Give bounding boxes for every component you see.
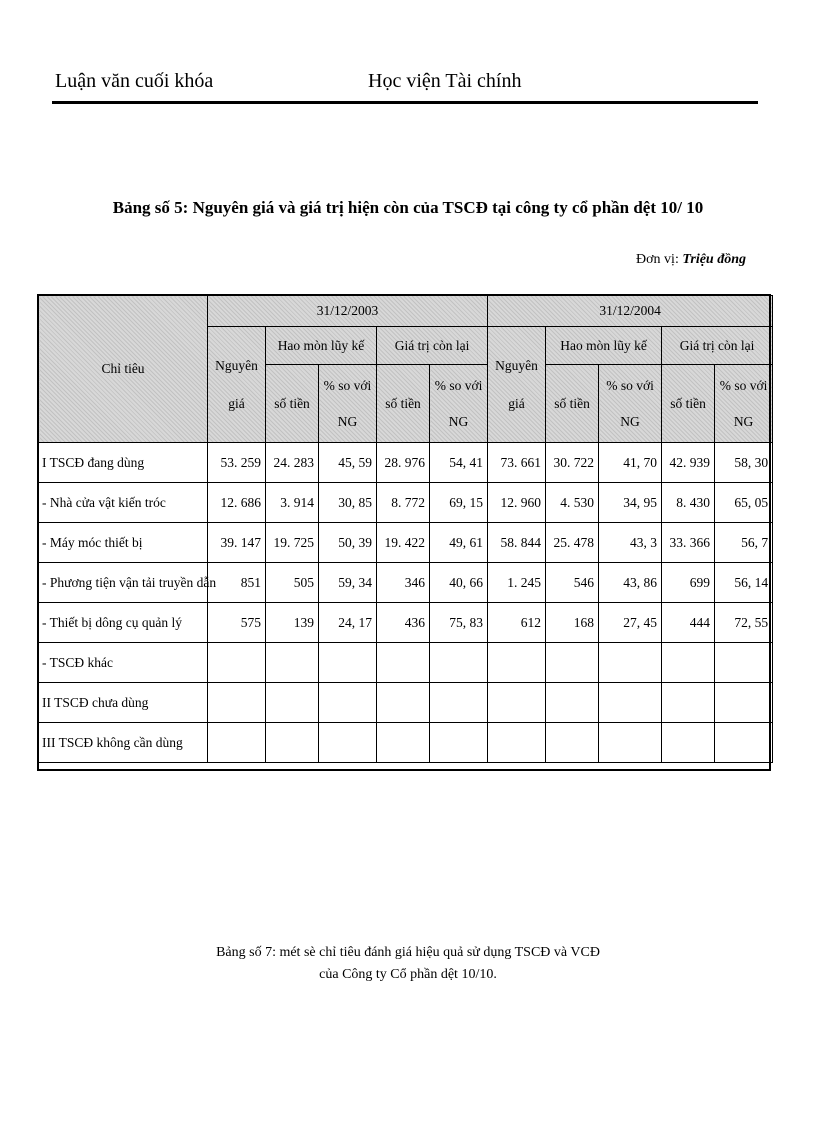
cell (599, 723, 662, 763)
cell (377, 683, 430, 723)
cell: 4. 530 (546, 483, 599, 523)
cell: 19. 725 (266, 523, 319, 563)
cell (377, 723, 430, 763)
cell (715, 723, 773, 763)
cell: 612 (488, 603, 546, 643)
col-header-pct: % so với NG (715, 365, 773, 443)
unit-note (636, 252, 746, 268)
cell: 546 (546, 563, 599, 603)
cell: 43, 3 (599, 523, 662, 563)
cell: 25. 478 (546, 523, 599, 563)
row-label: - Thiết bị dông cụ quản lý (39, 603, 208, 643)
table-row (39, 683, 773, 723)
caption-line-2: của Công ty Cổ phần dệt 10/10. (319, 967, 497, 982)
cell: 65, 05 (715, 483, 773, 523)
header-rule (52, 101, 758, 104)
cell: 43, 86 (599, 563, 662, 603)
row-label: - TSCĐ khác (39, 643, 208, 683)
col-header-so-tien: số tiền (266, 365, 319, 443)
cell: 505 (266, 563, 319, 603)
cell (546, 643, 599, 683)
cell: 24, 17 (319, 603, 377, 643)
col-header-hao-mon-2004: Hao mòn lũy kế (546, 327, 662, 365)
table-row (39, 523, 773, 563)
row-label: - Máy móc thiết bị (39, 523, 208, 563)
table-row (39, 563, 773, 603)
cell: 72, 55 (715, 603, 773, 643)
cell (662, 643, 715, 683)
col-header-nguyen-gia-2004: Nguyên giá (488, 327, 546, 443)
cell (319, 683, 377, 723)
cell (319, 723, 377, 763)
col-header-pct: % so với NG (430, 365, 488, 443)
col-header-pct: % so với NG (599, 365, 662, 443)
table-row (39, 643, 773, 683)
cell (662, 683, 715, 723)
col-header-so-tien: số tiền (662, 365, 715, 443)
row-label: - Nhà cửa vật kiến tróc (39, 483, 208, 523)
cell: 436 (377, 603, 430, 643)
cell: 53. 259 (208, 443, 266, 483)
cell (662, 723, 715, 763)
header-left-title: Luận văn cuối khóa (55, 70, 214, 92)
cell: 27, 45 (599, 603, 662, 643)
table-row (39, 723, 773, 763)
table-row (39, 483, 773, 523)
cell: 73. 661 (488, 443, 546, 483)
cell: 444 (662, 603, 715, 643)
cell: 139 (266, 603, 319, 643)
cell (430, 683, 488, 723)
cell: 33. 366 (662, 523, 715, 563)
cell: 30, 85 (319, 483, 377, 523)
period-header-2003: 31/12/2003 (208, 296, 488, 327)
cell: 45, 59 (319, 443, 377, 483)
table-row (39, 603, 773, 643)
cell: 58. 844 (488, 523, 546, 563)
col-header-gia-tri-2004: Giá trị còn lại (662, 327, 773, 365)
table-row (39, 443, 773, 483)
cell (208, 643, 266, 683)
row-label: III TSCĐ không cần dùng (39, 723, 208, 763)
cell: 41, 70 (599, 443, 662, 483)
cell (488, 643, 546, 683)
asset-table (38, 295, 773, 763)
cell (430, 643, 488, 683)
cell (208, 683, 266, 723)
cell: 75, 83 (430, 603, 488, 643)
cell: 699 (662, 563, 715, 603)
cell: 54, 41 (430, 443, 488, 483)
cell: 8. 430 (662, 483, 715, 523)
cell: 42. 939 (662, 443, 715, 483)
cell (377, 643, 430, 683)
cell: 3. 914 (266, 483, 319, 523)
cell: 1. 245 (488, 563, 546, 603)
col-header-hao-mon-2003: Hao mòn lũy kế (266, 327, 377, 365)
caption-line-1: Bảng số 7: mét sè chỉ tiêu đánh giá hiệu quả sử dụng TSCĐ và VCĐ (216, 945, 600, 960)
col-header-chi-tieu: Chỉ tiêu (39, 296, 208, 443)
cell (430, 723, 488, 763)
cell (488, 723, 546, 763)
cell: 12. 960 (488, 483, 546, 523)
cell (266, 723, 319, 763)
period-header-2004: 31/12/2004 (488, 296, 773, 327)
cell: 34, 95 (599, 483, 662, 523)
cell (266, 643, 319, 683)
col-header-nguyen-gia-2003: Nguyên giá (208, 327, 266, 443)
cell (266, 683, 319, 723)
unit-label: Đơn vị: (636, 252, 679, 267)
cell: 24. 283 (266, 443, 319, 483)
table-title (0, 198, 816, 218)
cell (599, 683, 662, 723)
cell: 346 (377, 563, 430, 603)
cell: 12. 686 (208, 483, 266, 523)
col-header-so-tien: số tiền (546, 365, 599, 443)
cell: 8. 772 (377, 483, 430, 523)
cell: 50, 39 (319, 523, 377, 563)
col-header-so-tien: số tiền (377, 365, 430, 443)
cell: 56, 7 (715, 523, 773, 563)
cell: 69, 15 (430, 483, 488, 523)
cell: 59, 34 (319, 563, 377, 603)
cell (546, 723, 599, 763)
cell (715, 643, 773, 683)
cell: 19. 422 (377, 523, 430, 563)
row-label: I TSCĐ đang dùng (39, 443, 208, 483)
row-label: - Phương tiện vận tải truyền dẫn (39, 563, 208, 603)
cell (599, 643, 662, 683)
cell: 58, 30 (715, 443, 773, 483)
cell: 56, 14 (715, 563, 773, 603)
row-label: II TSCĐ chưa dùng (39, 683, 208, 723)
col-header-pct: % so với NG (319, 365, 377, 443)
cell: 28. 976 (377, 443, 430, 483)
cell: 40, 66 (430, 563, 488, 603)
caption (0, 942, 816, 986)
cell (208, 723, 266, 763)
cell (319, 643, 377, 683)
cell: 851 (208, 563, 266, 603)
cell: 168 (546, 603, 599, 643)
table-title-text: Bảng số 5: Nguyên giá và giá trị hiện còn của TSCĐ tại công ty cổ phần dệt 10/ 10 (112, 198, 704, 217)
col-header-gia-tri-2003: Giá trị còn lại (377, 327, 488, 365)
cell (546, 683, 599, 723)
cell: 575 (208, 603, 266, 643)
cell (488, 683, 546, 723)
cell: 30. 722 (546, 443, 599, 483)
header-center-title: Học viện Tài chính (368, 70, 522, 92)
cell: 39. 147 (208, 523, 266, 563)
cell (715, 683, 773, 723)
cell: 49, 61 (430, 523, 488, 563)
unit-value: Triệu đồng (682, 252, 746, 267)
